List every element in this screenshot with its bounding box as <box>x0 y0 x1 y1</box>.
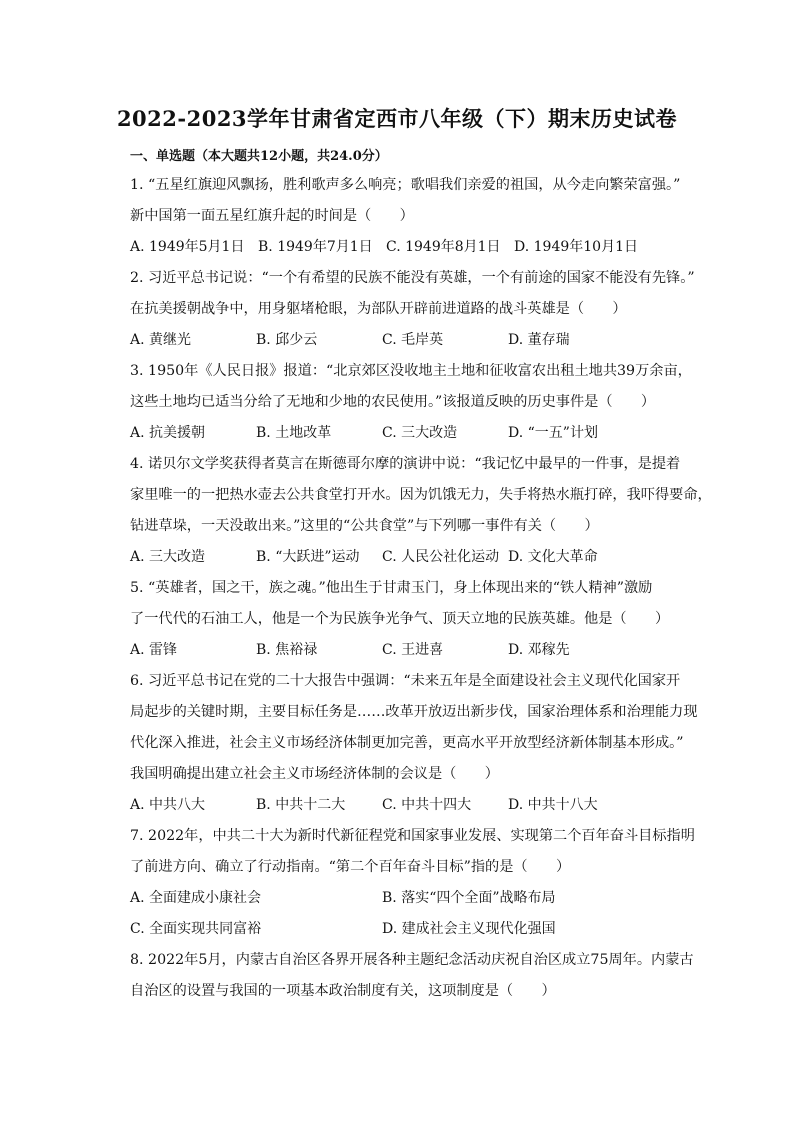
q1-option-d[interactable]: D. 1949年10月1日 <box>514 239 638 255</box>
q5-option-d[interactable]: D. 邓稼先 <box>508 642 570 658</box>
q6-line-2: 局起步的关键时期，主要目标任务是……改革开放迈出新步伐，国家治理体系和治理能力现 <box>130 704 698 720</box>
q7-option-c[interactable]: C. 全面实现共同富裕 <box>130 921 262 937</box>
q3-option-d[interactable]: D. “一五”计划 <box>508 425 598 441</box>
q6-line-1: 6. 习近平总书记在党的二十大报告中强调：“未来五年是全面建设社会主义现代化国家开 <box>130 673 681 689</box>
q1-option-b[interactable]: B. 1949年7月1日 <box>258 239 373 255</box>
q6-option-b[interactable]: B. 中共十二大 <box>256 797 346 813</box>
q7-line-2: 了前进方向、确立了行动指南。“第二个百年奋斗目标”指的是（ ） <box>130 859 571 875</box>
q4-option-d[interactable]: D. 文化大革命 <box>508 549 598 565</box>
q5-option-a[interactable]: A. 雷锋 <box>130 642 178 658</box>
q5-option-b[interactable]: B. 焦裕禄 <box>256 642 318 658</box>
q7-option-a[interactable]: A. 全面建成小康社会 <box>130 890 262 906</box>
q7-option-d[interactable]: D. 建成社会主义现代化强国 <box>382 921 556 937</box>
q1-option-a[interactable]: A. 1949年5月1日 <box>130 239 245 255</box>
q4-line-3: 钻进草垛，一天没敢出来。”这里的“公共食堂”与下列哪一事件有关（ ） <box>130 518 599 534</box>
q4-option-b[interactable]: B. “大跃进”运动 <box>256 549 360 565</box>
q8-line-1: 8. 2022年5月，内蒙古自治区各界开展各种主题纪念活动庆祝自治区成立75周年。内蒙古 <box>130 952 694 968</box>
q4-line-2: 家里唯一的一把热水壶去公共食堂打开水。因为饥饿无力，失手将热水瓶打碎，我吓得要命， <box>130 487 712 503</box>
q5-line-2: 了一代代的石油工人，他是一个为民族争光争气、顶天立地的民族英雄。他是（ ） <box>130 611 670 627</box>
q2-option-a[interactable]: A. 黄继光 <box>130 332 192 348</box>
section-heading: 一、单选题（本大题共12小题，共24.0分） <box>130 149 388 164</box>
q7-line-1: 7. 2022年，中共二十大为新时代新征程党和国家事业发展、实现第二个百年奋斗目标指明 <box>130 828 695 844</box>
q4-option-a[interactable]: A. 三大改造 <box>130 549 206 565</box>
q2-option-c[interactable]: C. 毛岸英 <box>382 332 444 348</box>
page-title: 2022-2023学年甘肃省定西市八年级（下）期末历史试卷 <box>116 106 678 131</box>
q3-option-c[interactable]: C. 三大改造 <box>382 425 458 441</box>
q6-line-3: 代化深入推进，社会主义市场经济体制更加完善，更高水平开放型经济新体制基本形成。” <box>130 735 684 751</box>
q7-option-b[interactable]: B. 落实“四个全面”战略布局 <box>382 890 556 906</box>
q6-line-4: 我国明确提出建立社会主义市场经济体制的会议是（ ） <box>130 766 499 782</box>
q6-option-d[interactable]: D. 中共十八大 <box>508 797 598 813</box>
q4-option-c[interactable]: C. 人民公社化运动 <box>382 549 500 565</box>
q6-option-a[interactable]: A. 中共八大 <box>130 797 206 813</box>
q3-option-b[interactable]: B. 土地改革 <box>256 425 332 441</box>
q2-option-d[interactable]: D. 董存瑞 <box>508 332 570 348</box>
q6-option-c[interactable]: C. 中共十四大 <box>382 797 472 813</box>
q2-line-1: 2. 习近平总书记说：“一个有希望的民族不能没有英雄，一个有前途的国家不能没有先锋。” <box>130 270 695 286</box>
q5-line-1: 5. “英雄者，国之干，族之魂。”他出生于甘肃玉门，身上体现出来的“铁人精神”激励 <box>130 580 653 596</box>
q1-option-c[interactable]: C. 1949年8月1日 <box>386 239 501 255</box>
q1-line-1: 1. “五星红旗迎风飘扬，胜利歌声多么响亮；歌唱我们亲爱的祖国，从今走向繁荣富强。” <box>130 177 681 193</box>
q2-option-b[interactable]: B. 邱少云 <box>256 332 318 348</box>
q3-line-1: 3. 1950年《人民日报》报道：“北京郊区没收地主土地和征收富农出租土地共39万余亩， <box>130 363 692 379</box>
q1-line-2: 新中国第一面五星红旗升起的时间是（ ） <box>130 208 414 224</box>
q2-line-2: 在抗美援朝战争中，用身躯堵枪眼，为部队开辟前进道路的战斗英雄是（ ） <box>130 301 627 317</box>
q3-option-a[interactable]: A. 抗美援朝 <box>130 425 206 441</box>
q4-line-1: 4. 诺贝尔文学奖获得者莫言在斯德哥尔摩的演讲中说：“我记忆中最早的一件事，是提着 <box>130 456 681 472</box>
q3-line-2: 这些土地均已适当分给了无地和少地的农民使用。”该报道反映的历史事件是（ ） <box>130 394 656 410</box>
q8-line-2: 自治区的设置与我国的一项基本政治制度有关，这项制度是（ ） <box>130 983 556 999</box>
q5-option-c[interactable]: C. 王进喜 <box>382 642 444 658</box>
